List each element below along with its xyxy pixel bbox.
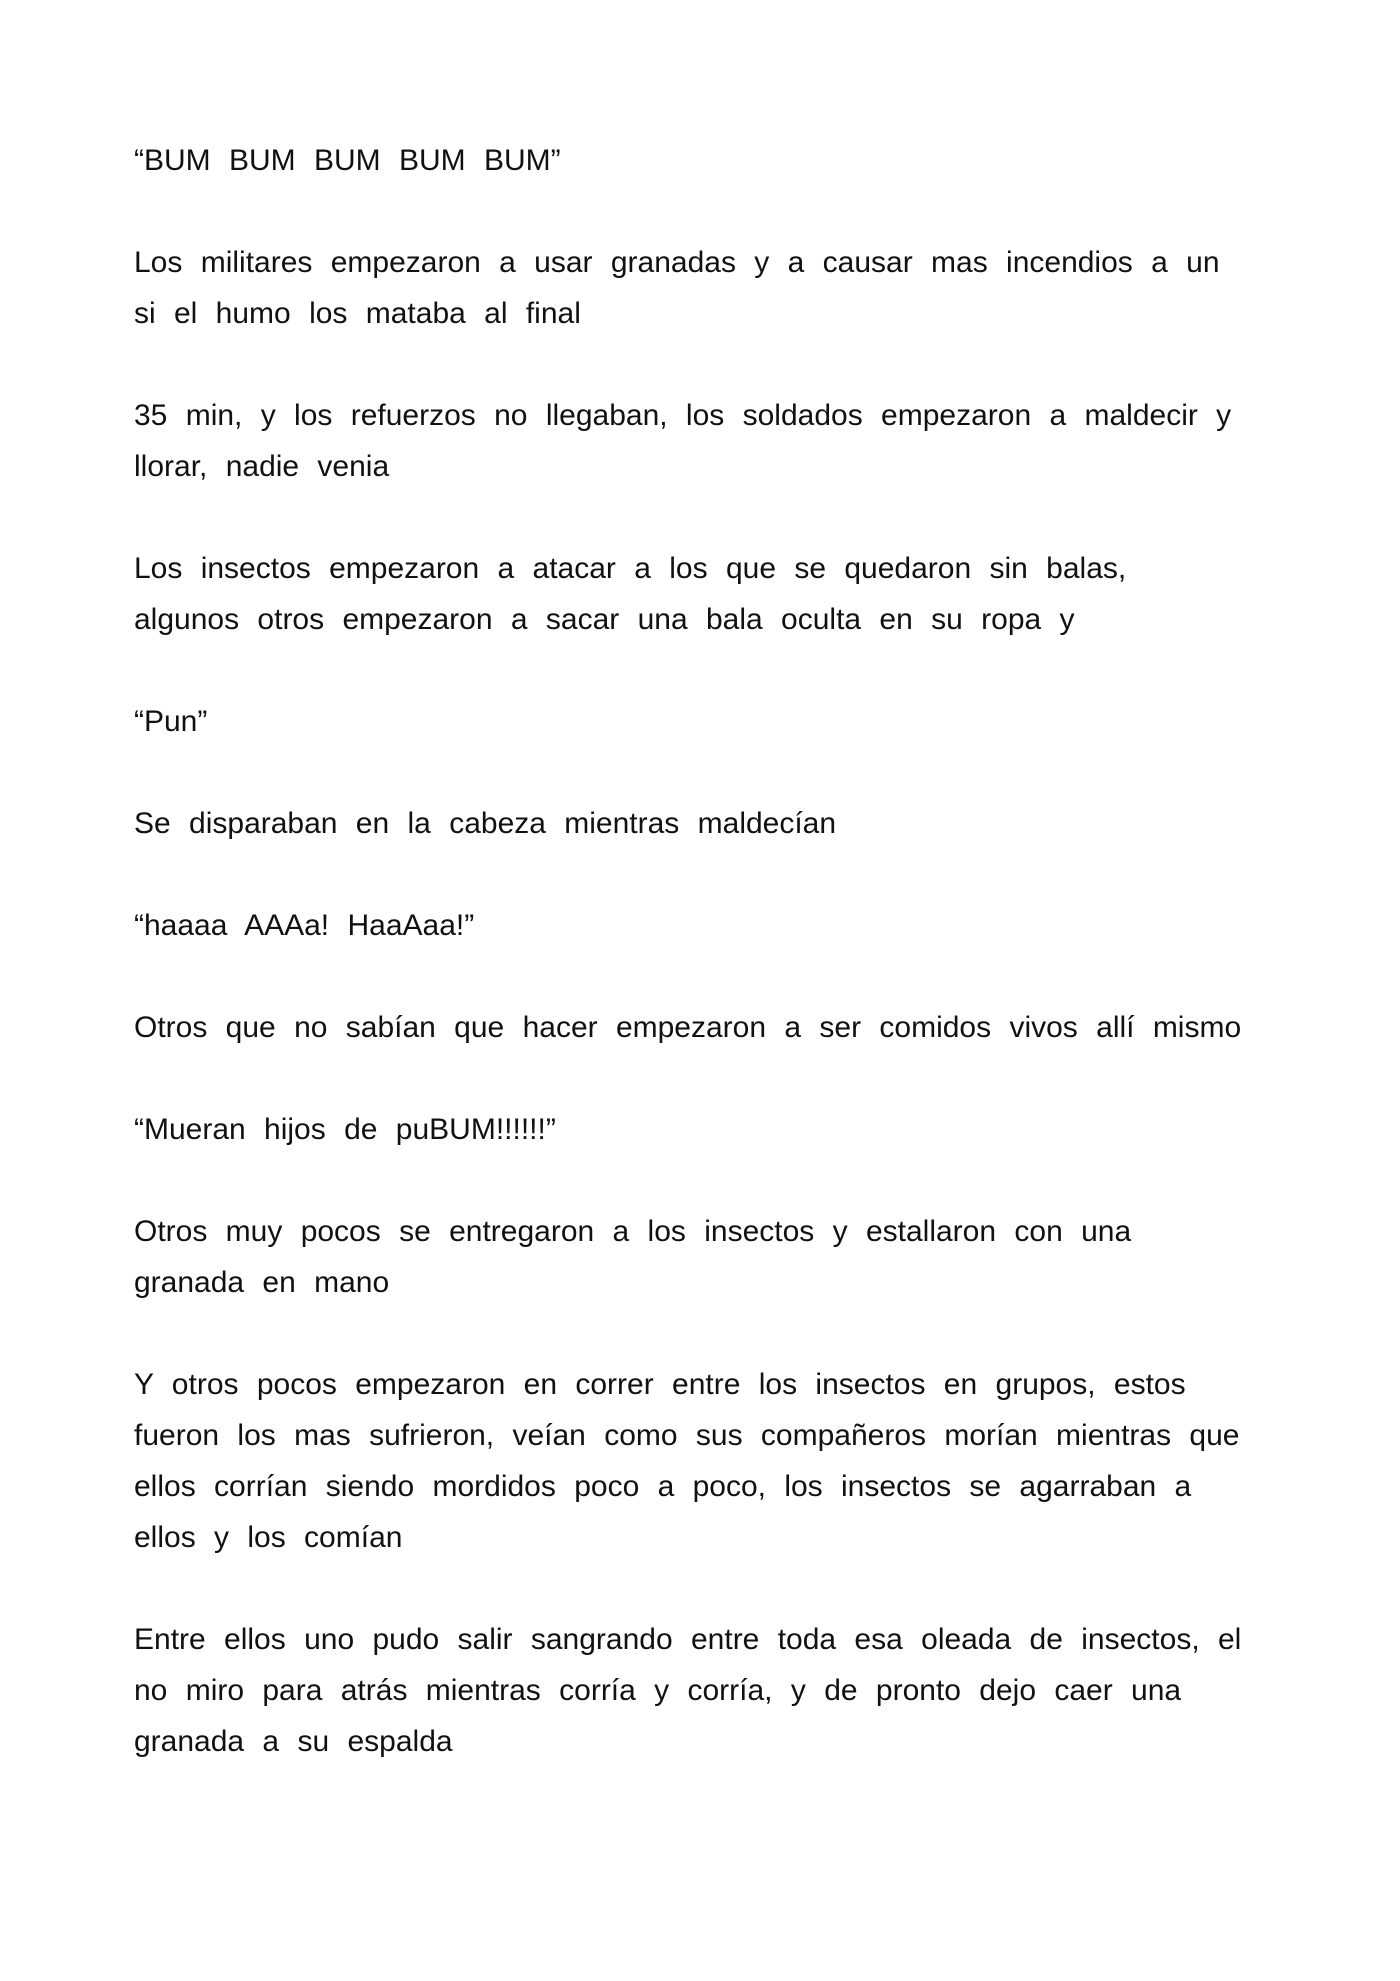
document-body	[134, 135, 1294, 1818]
paragraph-1: “BUM BUM BUM BUM BUM”	[134, 144, 561, 177]
paragraph-9: “Mueran hijos de puBUM!!!!!!”	[134, 1113, 556, 1146]
paragraph-4: Los insectos empezaron a atacar a los que se quedaron sin balas, algunos otros empezaron a sacar una bala oculta en su ropa y	[134, 552, 1127, 636]
paragraph-10: Otros muy pocos se entregaron a los insectos y estallaron con una granada en mano	[134, 1215, 1132, 1299]
paragraph-2: Los militares empezaron a usar granadas y a causar mas incendios a un si el humo los mataba al final	[134, 246, 1220, 330]
paragraph-7: “haaaa AAAa! HaaAaa!”	[134, 909, 475, 942]
paragraph-6: Se disparaban en la cabeza mientras maldecían	[134, 807, 837, 840]
paragraph-3: 35 min, y los refuerzos no llegaban, los soldados empezaron a maldecir y llorar, nadie venia	[134, 399, 1232, 483]
paragraph-5: “Pun”	[134, 705, 208, 738]
paragraph-8: Otros que no sabían que hacer empezaron a ser comidos vivos allí mismo	[134, 1011, 1242, 1044]
paragraph-12: Entre ellos uno pudo salir sangrando entre toda esa oleada de insectos, el no miro para atrás mientras corría y corría, y de pronto dejo caer una granada a su espalda	[134, 1623, 1242, 1758]
paragraph-11: Y otros pocos empezaron en correr entre los insectos en grupos, estos fueron los mas sufrieron, veían como sus compañeros morían mientras que ellos corrían siendo mordidos poco a poco, los insectos se agarraban a ellos y los comían	[134, 1368, 1240, 1554]
